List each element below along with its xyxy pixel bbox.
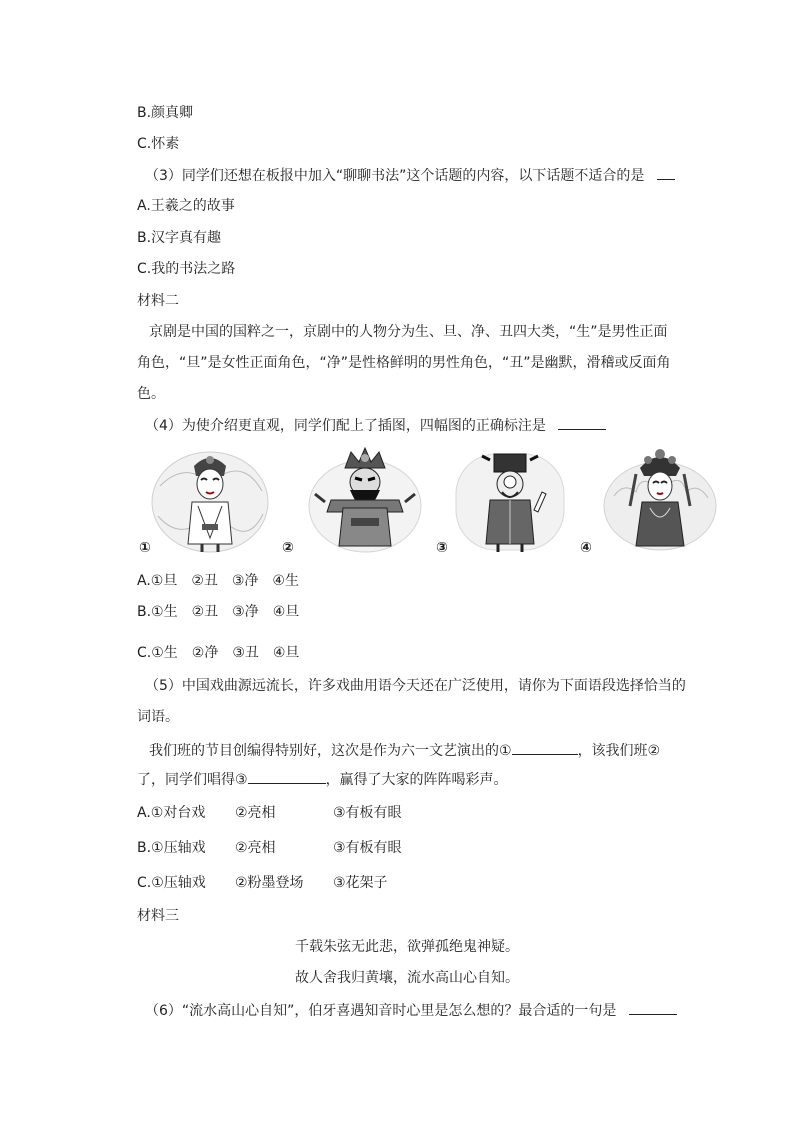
material2-para-line1: 京剧是中国的国粹之一，京剧中的人物分为生、旦、净、丑四大类，“生”是男性正面 <box>149 324 668 340</box>
q5-passage-line2-part2: ，赢得了大家的阵阵喝彩声。 <box>325 772 508 788</box>
opera-figure-1-drawing <box>150 446 270 558</box>
opera-figure-3-drawing <box>450 446 570 558</box>
opera-figure-2 <box>305 446 425 558</box>
opera-figure-2-drawing <box>305 446 425 558</box>
material3-title: 材料三 <box>137 908 179 924</box>
q5-passage-line1 <box>149 740 660 761</box>
poem-line-1: 千载朱弦无此悲，欲弹孤绝鬼神疑。 <box>295 939 519 955</box>
q3-option-a: A.王羲之的故事 <box>137 198 235 214</box>
q4-question-text: （4）为使介绍更直观，同学们配上了插图，四幅图的正确标注是 <box>145 418 546 434</box>
q3-question <box>145 165 675 186</box>
q5-question-line1: （5）中国戏曲源远流长，许多戏曲用语今天还在广泛使用，请你为下面语段选择恰当的 <box>145 678 686 694</box>
q5-option-b-3: ③有板有眼 <box>333 840 402 856</box>
figure-label-4: ④ <box>580 540 592 556</box>
q3-question-text: （3）同学们还想在板报中加入“聊聊书法”这个话题的内容，以下话题不适合的是 <box>145 168 645 184</box>
q3-answer-blank[interactable] <box>657 165 675 180</box>
q5-option-c <box>137 873 388 893</box>
q6-question-text: （6）“流水高山心自知”，伯牙喜遇知音时心里是怎么想的？最合适的一句是 <box>145 1003 617 1019</box>
material2-para-line2: 角色，“旦”是女性正面角色，“净”是性格鲜明的男性角色，“丑”是幽默，滑稽或反面角 <box>137 355 671 371</box>
q3-option-c: C.我的书法之路 <box>137 261 236 277</box>
opera-figure-3 <box>450 446 570 558</box>
figure-label-3: ③ <box>436 540 448 556</box>
opera-figure-1 <box>150 446 270 558</box>
q5-question-line2: 词语。 <box>137 709 179 725</box>
figure-label-2: ② <box>282 540 294 556</box>
q2-option-c: C.怀素 <box>137 136 180 152</box>
q5-option-b-1: B.①压轴戏 <box>137 840 206 856</box>
q5-option-a <box>137 803 402 823</box>
opera-figure-4 <box>600 446 720 558</box>
q4-option-a: A.①旦 ②丑 ③净 ④生 <box>137 573 299 589</box>
q5-option-c-1: C.①压轴戏 <box>137 875 206 891</box>
poem-line-2: 故人舍我归黄壤，流水高山心自知。 <box>295 970 519 986</box>
q2-option-b: B.颜真卿 <box>137 105 194 121</box>
material2-para-line3: 色。 <box>137 386 165 402</box>
q4-option-b: B.①生 ②丑 ③净 ④旦 <box>137 604 300 620</box>
q5-option-c-2: ②粉墨登场 <box>235 875 304 891</box>
figure-label-1: ① <box>139 540 151 556</box>
q5-passage-part1: 我们班的节目创编得特别好，这次是作为六一文艺演出的① <box>149 743 512 759</box>
q4-option-c: C.①生 ②净 ③丑 ④旦 <box>137 645 300 661</box>
q3-option-b: B.汉字真有趣 <box>137 230 222 246</box>
q5-option-b-2: ②亮相 <box>235 840 276 856</box>
q5-passage-part2: ，该我们班② <box>577 743 661 759</box>
material2-title: 材料二 <box>137 293 179 309</box>
q5-option-c-3: ③花架子 <box>333 875 388 891</box>
q4-question <box>145 415 606 436</box>
q5-option-b <box>137 838 402 858</box>
q5-passage-line2-part1: 了，同学们唱得③ <box>137 772 248 788</box>
q5-blank-3[interactable] <box>248 769 326 784</box>
opera-figure-4-drawing <box>600 446 720 558</box>
q5-blank-1[interactable] <box>512 740 578 755</box>
q5-option-a-2: ②亮相 <box>235 805 276 821</box>
q4-answer-blank[interactable] <box>558 415 606 430</box>
q5-option-a-1: A.①对台戏 <box>137 805 206 821</box>
q6-question <box>145 1000 677 1021</box>
q5-option-a-3: ③有板有眼 <box>333 805 402 821</box>
q5-passage-line2 <box>137 769 508 790</box>
q6-answer-blank[interactable] <box>629 1000 677 1015</box>
